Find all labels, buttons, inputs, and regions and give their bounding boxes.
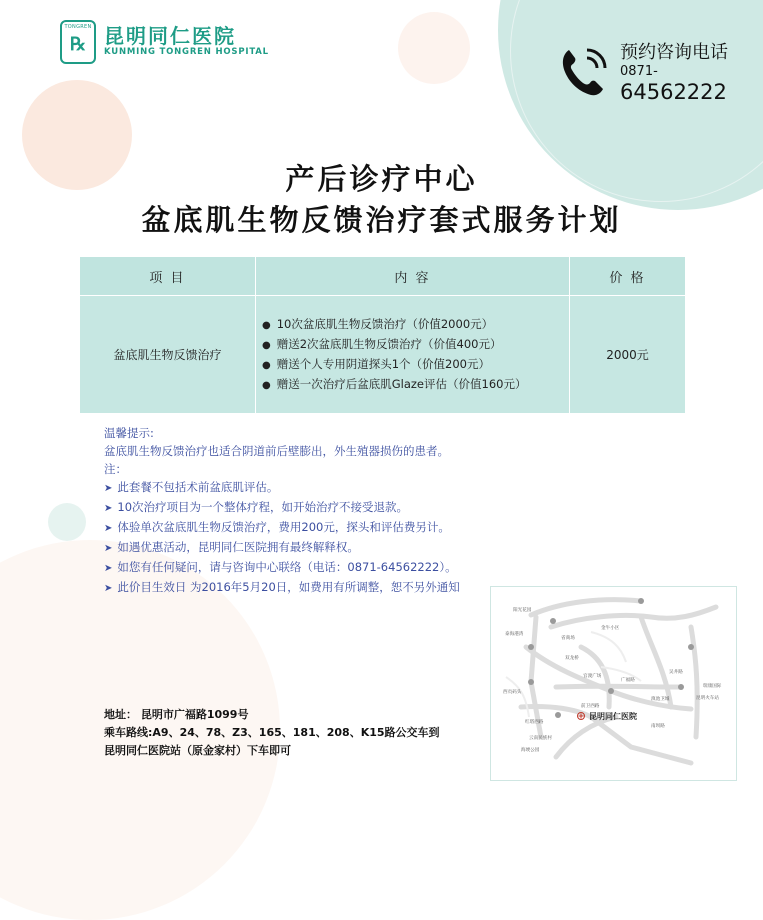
svg-text:阳光花园: 阳光花园 bbox=[513, 608, 532, 613]
phone-icon bbox=[555, 40, 615, 100]
svg-text:云南民族村: 云南民族村 bbox=[529, 736, 552, 741]
location-map[interactable] bbox=[490, 586, 737, 781]
logo-mark: ℞ bbox=[69, 34, 87, 55]
list-item: ➤ 如遇优惠活动，昆明同仁医院拥有最终解释权。 bbox=[104, 538, 644, 558]
table-row bbox=[80, 296, 686, 414]
address-block bbox=[104, 706, 440, 760]
title-line2: 盆底肌生物反馈治疗套式服务计划 bbox=[141, 203, 622, 237]
cell-item: 盆底肌生物反馈治疗 bbox=[80, 296, 256, 414]
svg-text:省商场: 省商场 bbox=[561, 636, 575, 641]
svg-text:双龙桥: 双龙桥 bbox=[565, 656, 579, 661]
notes-list bbox=[104, 478, 644, 598]
list-item: ● 赠送个人专用阴道探头1个（价值200元） bbox=[262, 355, 568, 375]
header-content: 内 容 bbox=[256, 257, 570, 296]
tip-label: 温馨提示: bbox=[104, 426, 154, 440]
map-graphic bbox=[491, 587, 736, 780]
list-item: ➤ 体验单次盆底肌生物反馈治疗，费用200元，探头和评估费另计。 bbox=[104, 518, 644, 538]
decor-circle-top bbox=[398, 12, 470, 84]
svg-text:南坝路: 南坝路 bbox=[651, 724, 665, 729]
phone-area-code: 0871- bbox=[620, 64, 658, 79]
decor-circle-small bbox=[48, 503, 86, 541]
svg-text:红塔西路: 红塔西路 bbox=[525, 720, 544, 725]
notes-section bbox=[104, 424, 644, 598]
list-item: ➤ 此价目生效日 为2016年5月20日，如费用有所调整，恕不另外通知 bbox=[104, 578, 644, 598]
list-item: ● 10次盆底肌生物反馈治疗（价值2000元） bbox=[262, 315, 568, 335]
tip-text: 盆底肌生物反馈治疗也适合阴道前后壁膨出，外生殖器损伤的患者。 bbox=[104, 444, 449, 458]
svg-text:金牛小区: 金牛小区 bbox=[601, 626, 620, 631]
svg-text:官渡广场: 官渡广场 bbox=[583, 674, 602, 679]
address-line: 地址： 昆明市广福路1099号 bbox=[104, 708, 249, 721]
phone-number[interactable]: 64562222 bbox=[620, 80, 727, 104]
logo-cn-name: 昆明同仁医院 bbox=[104, 24, 236, 48]
price-table bbox=[79, 256, 686, 414]
svg-text:滇池卫城: 滇池卫城 bbox=[651, 697, 670, 702]
header-item: 项 目 bbox=[80, 257, 256, 296]
svg-text:西贡码头: 西贡码头 bbox=[503, 690, 522, 695]
logo-badge-text: TONGREN bbox=[64, 24, 92, 30]
note-label: 注： bbox=[104, 462, 127, 476]
list-item: ➤ 10次治疗项目为一个整体疗程，如开始治疗不接受退款。 bbox=[104, 498, 644, 518]
svg-text:广福路: 广福路 bbox=[621, 678, 635, 683]
svg-text:昆明火车站: 昆明火车站 bbox=[696, 696, 719, 701]
header-price: 价 格 bbox=[570, 257, 686, 296]
list-item: ➤ 如您有任何疑问，请与咨询中心联络（电话：0871-64562222）。 bbox=[104, 558, 644, 578]
cell-content bbox=[256, 296, 570, 414]
hospital-logo bbox=[60, 20, 300, 66]
svg-text:泰海港湾: 泰海港湾 bbox=[505, 632, 524, 637]
svg-text:吴井路: 吴井路 bbox=[669, 670, 683, 675]
content-list bbox=[262, 315, 568, 395]
list-item: ● 赠送2次盆底肌生物反馈治疗（价值400元） bbox=[262, 335, 568, 355]
bus-route-line: 乘车路线:A9、24、78、Z3、165、181、208、K15路公交车到 bbox=[104, 726, 440, 739]
logo-en-name: KUNMING TONGREN HOSPITAL bbox=[104, 47, 269, 57]
list-item: ➤ 此套餐不包括术前盆底肌评估。 bbox=[104, 478, 644, 498]
table-header-row bbox=[80, 257, 686, 296]
bus-stop-line: 昆明同仁医院站（原金家村）下车即可 bbox=[104, 744, 291, 757]
phone-label: 预约咨询电话 bbox=[620, 42, 728, 63]
svg-text:前卫西路: 前卫西路 bbox=[581, 704, 600, 709]
logo-badge-icon bbox=[60, 20, 96, 64]
cell-price: 2000元 bbox=[570, 296, 686, 414]
list-item: ● 赠送一次治疗后盆底肌Glaze评估（价值160元） bbox=[262, 375, 568, 395]
svg-text:海埂公园: 海埂公园 bbox=[521, 748, 540, 753]
svg-text:瑞康国际: 瑞康国际 bbox=[703, 684, 722, 689]
title-line1: 产后诊疗中心 bbox=[285, 162, 478, 196]
map-hospital-label: 昆明同仁医院 bbox=[589, 712, 637, 721]
